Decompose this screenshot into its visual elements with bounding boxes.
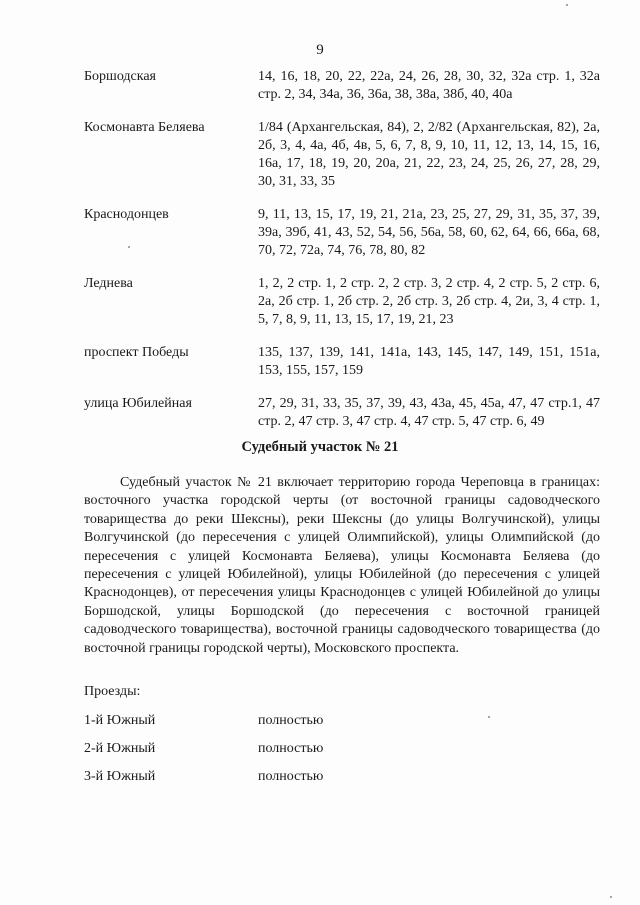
street-row-kosmonavta-belyaeva xyxy=(84,119,600,191)
page-number: 9 xyxy=(316,42,324,58)
street-name: улица Юбилейная xyxy=(84,396,192,411)
section-title: Судебный участок № 21 xyxy=(241,439,399,455)
street-row-yubileynaya xyxy=(84,395,600,431)
scan-speck xyxy=(610,896,612,898)
section-description: Судебный участок № 21 включает территорию города Череповца в границах: восточного участка городской черты (от восточной границы садоводческого товарищества до реки Шексны), реки Шексны (до улицы Волгучинской), улицы Волгучинской (до пересечения с улицей Олимпийской), улицы Олимпийской (до пересечения с улицей Космонавта Беляева), улицы Космонавта Беляева (до пересечения с улицей Юбилейной), улицы Юбилейной (до пересечения с улицей Краснодонцев), от пересечения улицы Краснодонцев с улицей Юбилейной до улицы Боршодской, улицы Боршодской (до пересечения с восточной границей садоводческого товарищества), восточной границы садоводческого товарищества (до восточной границы городской черты), Московского проспекта. xyxy=(84,475,600,656)
street-row-borshodskaya xyxy=(84,68,600,104)
scan-speck xyxy=(488,716,490,718)
passage-name: 3-й Южный xyxy=(84,769,156,784)
street-houses: 1, 2, 2 стр. 1, 2 стр. 2, 2 стр. 3, 2 стр. 4, 2 стр. 5, 2 стр. 6, 2а, 2б стр. 1, 2б стр. 2, 2б стр. 3, 2б стр. 4, 2и, 3, 4 стр. 1, 5, 7, 8, 9, 11, 13, 15, 17, 19, 21, 23 xyxy=(258,276,600,327)
street-houses: 1/84 (Архангельская, 84), 2, 2/82 (Архангельская, 82), 2а, 2б, 3, 4, 4а, 4б, 4в, 5, 6, 7, 8, 9, 10, 11, 12, 13, 14, 15, 16, 16а, 17, 18, 19, 20, 20а, 21, 22, 23, 24, 25, 26, 27, 28, 29, 30, 31, 33, 35 xyxy=(258,120,600,189)
scan-speck xyxy=(566,4,568,6)
passages-title: Проезды: xyxy=(84,684,141,699)
scan-speck xyxy=(128,246,130,248)
street-name: проспект Победы xyxy=(84,345,189,360)
street-houses: 14, 16, 18, 20, 22, 22а, 24, 26, 28, 30, 32, 32а стр. 1, 32а стр. 2, 34, 34а, 36, 36а, 38, 38а, 38б, 40, 40а xyxy=(258,69,600,102)
passage-row xyxy=(84,740,484,768)
passage-status: полностью xyxy=(258,769,324,784)
passages-table xyxy=(84,712,484,796)
street-houses: 135, 137, 139, 141, 141а, 143, 145, 147, 149, 151, 151а, 153, 155, 157, 159 xyxy=(258,345,600,378)
street-table xyxy=(84,68,600,431)
street-houses: 9, 11, 13, 15, 17, 19, 21, 21а, 23, 25, 27, 29, 31, 35, 37, 39, 39а, 39б, 41, 43, 52, 54, 56, 56а, 58, 60, 62, 64, 66, 66а, 68, 70, 72, 72а, 74, 76, 78, 80, 82 xyxy=(258,207,600,258)
street-row-ledneva xyxy=(84,275,600,329)
street-houses: 27, 29, 31, 33, 35, 37, 39, 43, 43а, 45, 45а, 47, 47 стр.1, 47 стр. 2, 47 стр. 3, 47 стр. 4, 47 стр. 5, 47 стр. 6, 49 xyxy=(258,396,600,429)
passage-row xyxy=(84,768,484,796)
street-name: Боршодская xyxy=(84,69,156,84)
street-row-krasnodontsev xyxy=(84,206,600,260)
street-name: Краснодонцев xyxy=(84,207,169,222)
street-row-prospekt-pobedy xyxy=(84,344,600,380)
passage-status: полностью xyxy=(258,713,324,728)
passage-status: полностью xyxy=(258,741,324,756)
passage-name: 1-й Южный xyxy=(84,713,156,728)
street-name: Космонавта Беляева xyxy=(84,120,205,135)
street-name: Леднева xyxy=(84,276,133,291)
passage-name: 2-й Южный xyxy=(84,741,156,756)
passage-row xyxy=(84,712,484,740)
